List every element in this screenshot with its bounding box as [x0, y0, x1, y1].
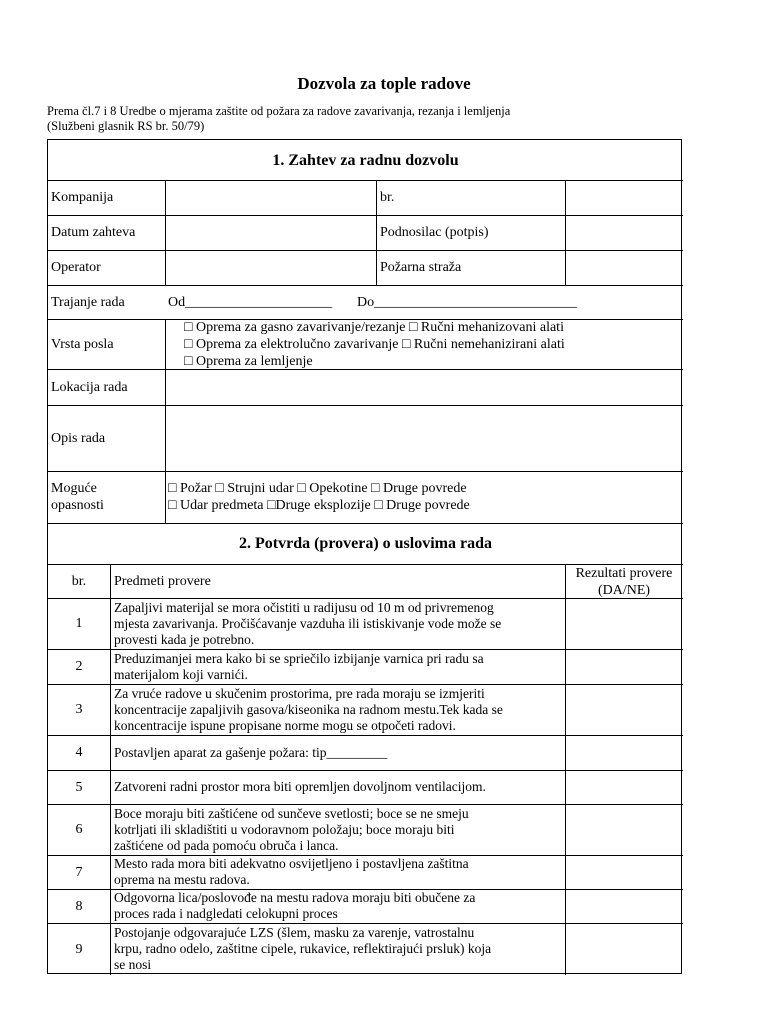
col-header-result-line: (DA/NE) [597, 583, 651, 598]
check-row-number: 8 [75, 898, 83, 914]
check-row-number: 7 [75, 864, 83, 880]
check-row-number: 3 [75, 702, 83, 717]
check-row-text [114, 923, 564, 975]
hazards-label-line: Moguće [51, 481, 97, 496]
check-row-number: 9 [75, 941, 83, 957]
check-row-lines [114, 745, 387, 761]
check-row-line: kotrljati ili skladištiti u vodoravnom položaju; boce moraju biti [114, 821, 455, 837]
duration-from-field[interactable]: Od_____________________ [168, 294, 333, 310]
company-field[interactable] [166, 181, 375, 215]
check-row-lines [114, 686, 503, 734]
work-type-label: Vrsta posla [51, 336, 114, 352]
check-row-line: Postojanje odgovarajuće LZS (šlem, masku za varenje, vatrostalnu [114, 925, 475, 940]
check-row-line: provesti kada je potrebno. [114, 631, 255, 647]
check-row-text [114, 598, 564, 649]
check-row-text [114, 649, 564, 684]
check-row-lines [114, 600, 501, 648]
check-row-result-field[interactable] [566, 599, 682, 649]
hazards-label [51, 480, 163, 514]
hazards-options [168, 480, 680, 514]
check-row-line: Zapaljivi materijal se mora očistiti u radijusu od 10 m od privremenog [114, 599, 494, 615]
hazard-option[interactable]: □ Udar predmeta □Druge eksplozije □ Druge povrede [168, 498, 470, 513]
check-row-line: koncentracije ispune propisane norme mogu se otpočeti radovi. [114, 717, 456, 733]
intro-line-2: (Službeni glasnik RS br. 50/79) [47, 119, 205, 133]
check-row-result-field[interactable] [566, 805, 682, 855]
operator-field[interactable] [166, 251, 375, 285]
check-row-line: Mesto rada mora biti adekvatno osvijetljeno i postavljena zaštitna [114, 856, 469, 871]
rule [376, 180, 377, 285]
check-row-line: koncentracije zapaljivih gasova/kiseonika na radnom mestu.Tek kada se [114, 701, 503, 717]
check-row-line: krpu, radno odelo, zaštitne cipele, rukavice, reflektirajući prsluk) koja [114, 941, 492, 956]
check-row-line: proces rada i nadgledati celokupni proces [114, 906, 338, 921]
check-row-lines [114, 806, 469, 854]
duration-label: Trajanje rada [51, 294, 125, 310]
check-row-line: zaštićene od pada pomoću obruča i lanca. [114, 837, 339, 853]
col-header-number: br. [71, 573, 87, 589]
check-row-text [114, 735, 564, 770]
check-row-result-field[interactable] [566, 856, 682, 889]
check-row-result-field[interactable] [566, 736, 682, 770]
location-field[interactable] [166, 370, 682, 405]
check-row-number: 2 [75, 659, 83, 674]
col-header-result [566, 564, 682, 599]
description-field[interactable] [166, 406, 682, 471]
check-row-lines [114, 779, 486, 795]
check-row-line: se nosi [114, 957, 152, 972]
check-row-line: Odgovorna lica/poslovođe na mestu radova moraju biti obučene za [114, 890, 476, 905]
section-1-header: 1. Zahtev za radnu dozvolu [272, 151, 459, 169]
check-row-text [114, 889, 564, 923]
hazards-label-line: opasnosti [51, 498, 104, 513]
document-title: Dozvola za tople radove [297, 74, 471, 93]
request-date-label: Datum zahteva [51, 225, 136, 240]
check-row-line: Preduzimanjei mera kako bi se spriečilo izbijanje varnica pri radu sa [114, 650, 484, 666]
company-label: Kompanija [51, 190, 114, 205]
duration-to-field[interactable]: Do_____________________________ [357, 294, 578, 310]
check-row-number: 4 [75, 745, 83, 760]
work-type-option[interactable]: □ Oprema za gasno zavarivanje/rezanje □ Ručni mehanizovani alati [184, 320, 564, 335]
check-row-line: mjesta zavarivanja. Pročišćavanje vazduha ili istiskivanje vode može se [114, 615, 502, 631]
section-2-header: 2. Potvrda (provera) o uslovima rada [238, 535, 492, 552]
fire-watch-field[interactable] [566, 251, 682, 285]
number-label: br. [380, 190, 395, 205]
check-row-text [114, 855, 564, 889]
check-row-line: materijalom koji varnići. [114, 666, 248, 682]
check-row-result-field[interactable] [566, 650, 682, 684]
check-row-line: Zatvoreni radni prostor mora biti opremljen dovoljnom ventilacijom. [114, 779, 486, 794]
number-field[interactable] [566, 181, 682, 215]
check-row-text [114, 770, 564, 804]
check-row-lines [114, 925, 491, 973]
work-type-option[interactable]: □ Oprema za lemljenje [184, 354, 313, 369]
check-row-result-field[interactable] [566, 924, 682, 975]
check-row-text [114, 804, 564, 855]
check-row-lines [114, 890, 475, 922]
request-date-field[interactable] [166, 216, 375, 250]
description-label: Opis rada [51, 430, 106, 446]
check-row-lines [114, 856, 469, 888]
check-row-line: oprema na mestu radova. [114, 872, 250, 887]
check-row-lines [114, 651, 484, 683]
intro-line-1: Prema čl.7 i 8 Uredbe o mjerama zaštite od požara za radove zavarivanja, rezanja i lemljenja [47, 104, 511, 118]
rule [48, 471, 683, 472]
col-header-result-line: Rezultati provere [575, 566, 673, 581]
fire-watch-label: Požarna straža [380, 260, 462, 275]
check-row-number: 5 [75, 779, 83, 795]
work-type-options [184, 319, 681, 369]
intro-text [47, 104, 510, 134]
check-row-line: Postavljen aparat za gašenje požara: tip_________ [114, 744, 388, 760]
check-row-result-field[interactable] [566, 890, 682, 923]
check-row-number: 6 [75, 822, 83, 837]
col-header-items: Predmeti provere [114, 573, 211, 589]
applicant-label: Podnosilac (potpis) [380, 225, 489, 240]
check-row-text [114, 684, 564, 735]
operator-label: Operator [51, 260, 101, 275]
check-row-result-field[interactable] [566, 685, 682, 735]
permit-form-table [47, 139, 682, 974]
check-row-result-field[interactable] [566, 771, 682, 804]
check-row-number: 1 [75, 616, 83, 631]
rule [110, 564, 111, 975]
applicant-field[interactable] [566, 216, 682, 250]
location-label: Lokacija rada [51, 379, 128, 395]
work-type-option[interactable]: □ Oprema za elektrolučno zavarivanje □ Ručni nemehanizirani alati [184, 337, 565, 352]
check-row-line: Boce moraju biti zaštićene od sunčeve svetlosti; boce se ne smeju [114, 805, 469, 821]
hazard-option[interactable]: □ Požar □ Strujni udar □ Opekotine □ Druge povrede [168, 481, 467, 496]
check-row-line: Za vruće radove u skučenim prostorima, pre rada moraju se izmjeriti [114, 685, 485, 701]
